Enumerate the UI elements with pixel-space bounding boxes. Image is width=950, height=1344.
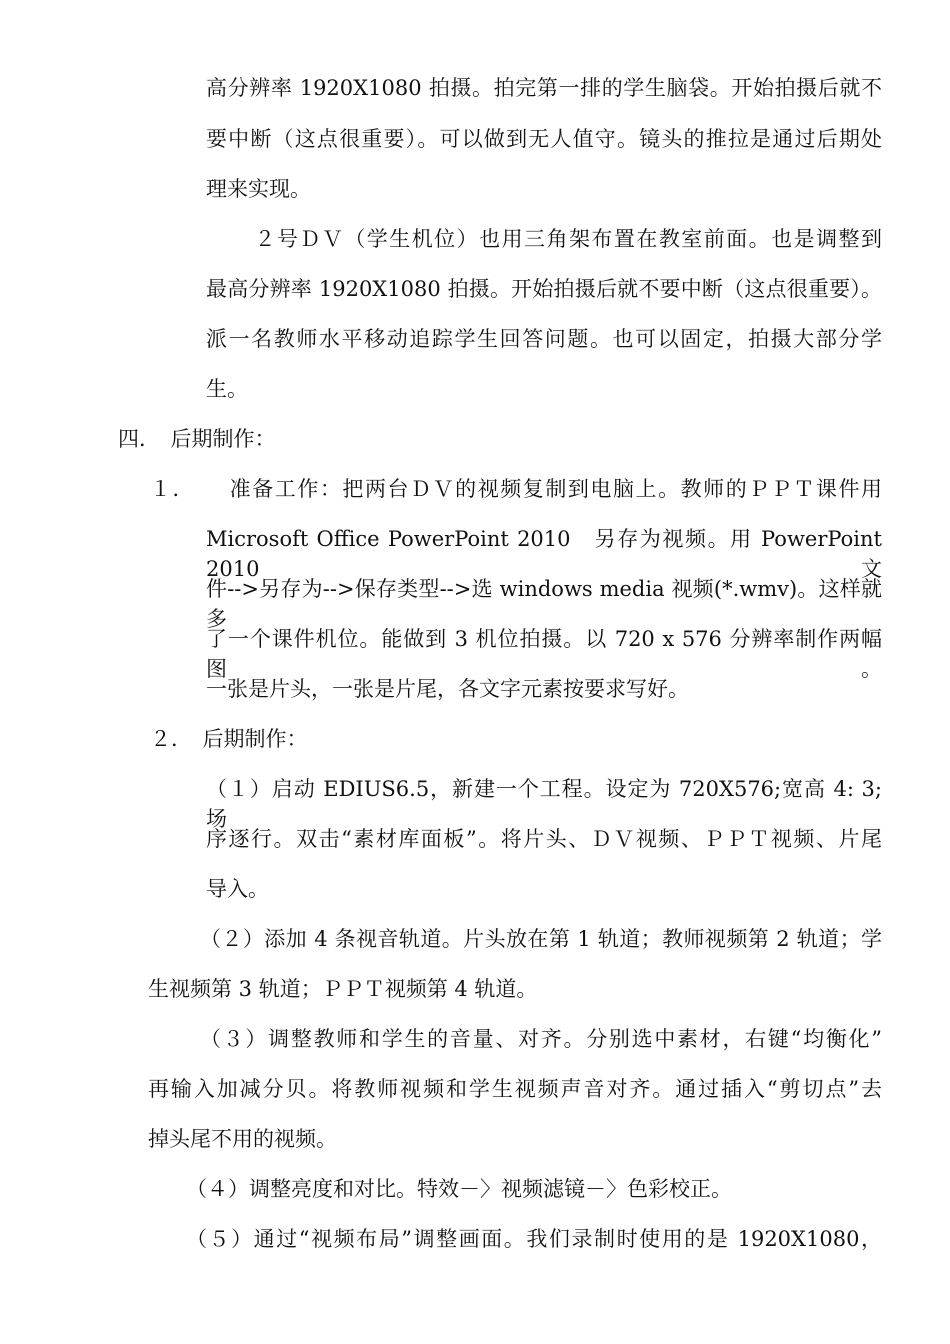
paragraph-line-1: 高分辨率 1920X1080 拍摄。拍完第一排的学生脑袋。开始拍摄后就不 xyxy=(206,76,882,100)
step-4-line-1: （４）调整亮度和对比。特效－〉视频滤镜－〉色彩校正。 xyxy=(186,1177,732,1201)
list-item-1-line-3: 件-->另存为-->保存类型-->选 windows media 视频(*.wmv)。这样就多 xyxy=(206,577,882,631)
step-2-line-2: 生视频第 3 轨道；ＰＰＴ视频第 4 轨道。 xyxy=(148,977,538,1001)
list-item-1-line-4: 了一个课件机位。能做到 3 机位拍摄。以 720 x 576 分辨率制作两幅图。 xyxy=(206,627,882,681)
list-item-2-heading: ２． 后期制作： xyxy=(150,727,308,751)
step-3-line-1: （３）调整教师和学生的音量、对齐。分别选中素材，右键“均衡化” xyxy=(200,1027,882,1051)
section-heading: 四． 后期制作： xyxy=(118,427,276,451)
paragraph-line-7: 生。 xyxy=(206,377,248,401)
list-item-1-line-2: Microsoft Office PowerPoint 2010 另存为视频。用 PowerPoint 2010 文 xyxy=(206,527,882,581)
paragraph-line-5: 最高分辨率 1920X1080 拍摄。开始拍摄后就不要中断（这点很重要）。 xyxy=(206,277,882,301)
step-1-line-3: 导入。 xyxy=(206,877,269,901)
paragraph-line-2: 要中断（这点很重要）。可以做到无人值守。镜头的推拉是通过后期处 xyxy=(206,127,882,151)
list-item-1-line-5: 一张是片头，一张是片尾，各文字元素按要求写好。 xyxy=(206,677,689,701)
paragraph-line-6: 派一名教师水平移动追踪学生回答问题。也可以固定，拍摄大部分学 xyxy=(206,327,882,351)
step-2-line-1: （２）添加 4 条视音轨道。片头放在第 1 轨道；教师视频第 2 轨道；学 xyxy=(200,927,882,951)
step-1-line-1: （１）启动 EDIUS6.5，新建一个工程。设定为 720X576;宽高 4: 3; 场 xyxy=(206,777,882,831)
step-3-line-3: 掉头尾不用的视频。 xyxy=(148,1127,337,1151)
step-3-line-2: 再输入加减分贝。将教师视频和学生视频声音对齐。通过插入“剪切点”去 xyxy=(148,1077,882,1101)
step-1-line-2: 序逐行。双击“素材库面板”。将片头、ＤＶ视频、ＰＰＴ视频、片尾 xyxy=(206,827,882,851)
step-5-line-1: （５）通过“视频布局”调整画面。我们录制时使用的是 1920X1080， xyxy=(186,1227,882,1251)
list-item-1-line-1: １． 准备工作：把两台ＤＶ的视频复制到电脑上。教师的ＰＰＴ课件用 xyxy=(150,477,882,501)
paragraph-line-3: 理来实现。 xyxy=(206,177,311,201)
paragraph-line-4: ２号ＤＶ（学生机位）也用三角架布置在教室前面。也是调整到 xyxy=(232,227,882,251)
